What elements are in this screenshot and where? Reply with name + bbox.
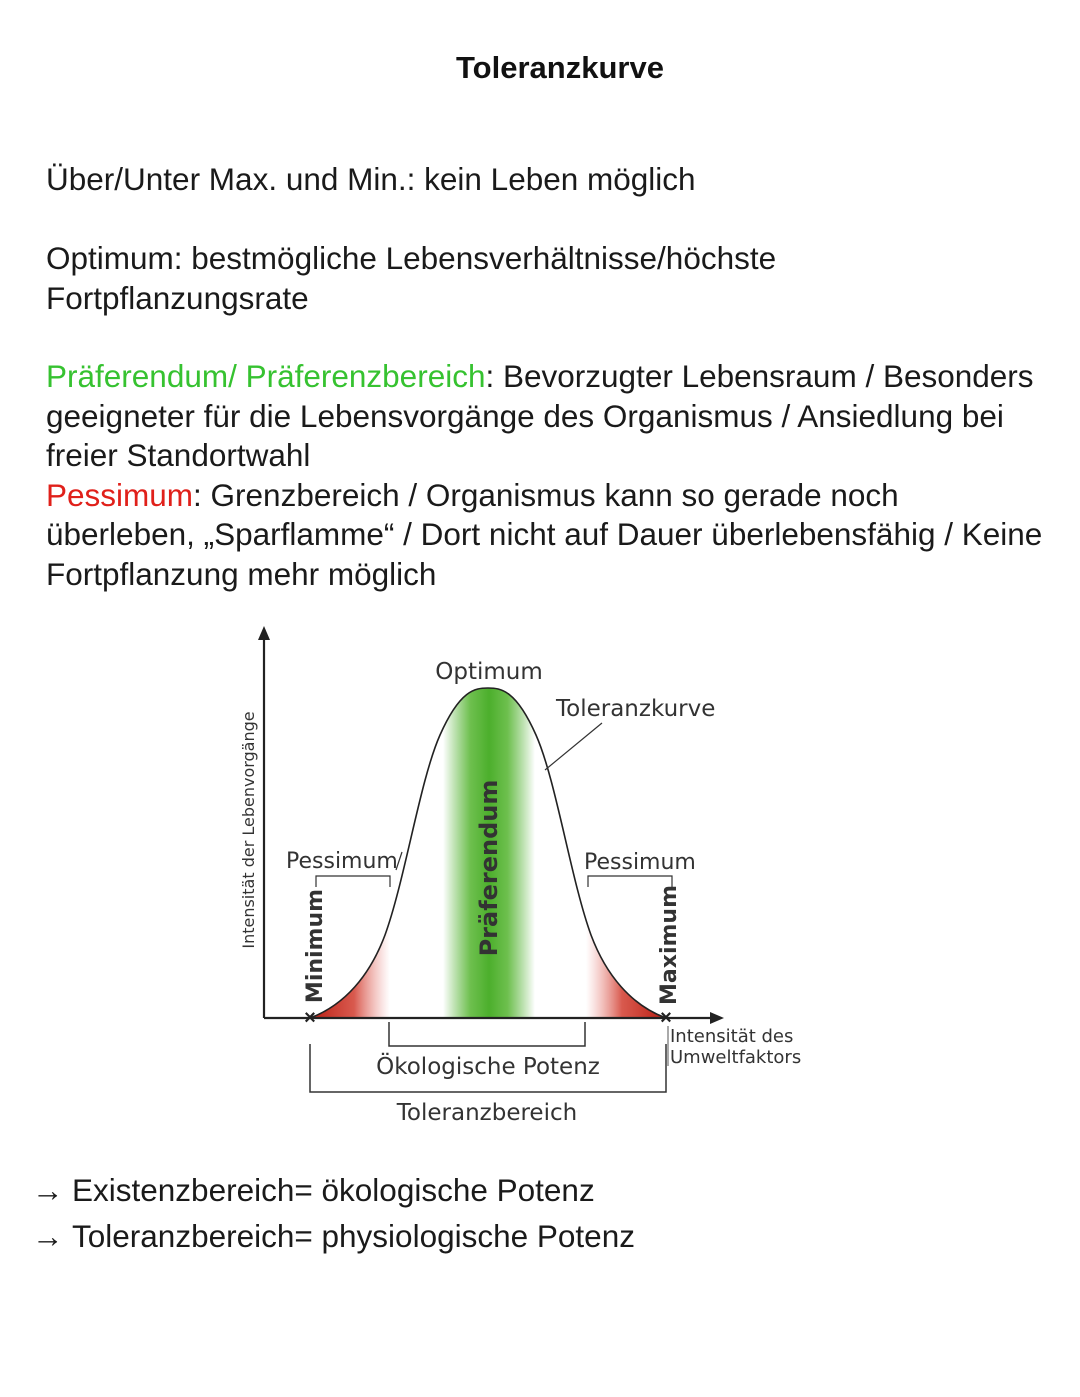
conclusion-toleranzbereich <box>32 1216 635 1256</box>
oekologische-potenz-label: Ökologische Potenz <box>376 1054 600 1080</box>
curve-label: Toleranzkurve <box>556 696 716 722</box>
minimum-label: Minimum <box>303 888 328 1004</box>
x-axis-arrowhead <box>710 1012 724 1024</box>
paragraph-max-min: Über/Unter Max. und Min.: kein Leben möglich <box>46 161 696 197</box>
minimum-marker: × <box>304 1007 316 1029</box>
optimum-label: Optimum <box>435 659 543 685</box>
conclusion-text-2: Toleranzbereich= physiologische Potenz <box>72 1218 635 1254</box>
x-axis-label-line2: Umweltfaktors <box>670 1047 802 1068</box>
arrow-right-icon: → <box>32 1218 64 1254</box>
pessimum-right-fill <box>586 900 666 1020</box>
maximum-label: Maximum <box>657 885 682 1005</box>
oekologische-potenz-bracket <box>389 1022 585 1046</box>
text-praeferendum: : Bevorzugter Lebensraum / Besonders geeigneter für die Lebensvorgänge des Organismus / Ansiedlung bei freier Standortwahl <box>46 358 1034 473</box>
x-axis-label-line1: Intensität des <box>670 1026 794 1047</box>
maximum-marker: × <box>660 1007 672 1029</box>
curve-label-pointer <box>545 723 602 770</box>
y-axis-label: Intensität der Lebenvorgänge <box>239 711 258 949</box>
term-praeferendum: Präferendum/ Präferenzbereich <box>46 358 486 394</box>
term-pessimum: Pessimum <box>46 476 194 513</box>
page-title: Toleranzkurve <box>452 50 668 86</box>
arrow-right-icon: → <box>32 1172 64 1208</box>
conclusion-text-1: Existenzbereich= ökologische Potenz <box>72 1172 595 1208</box>
text-pessimum: : Grenzbereich / Organismus kann so gerade noch überleben, „Sparflamme“ / Dort nicht auf Dauer überlebensfähig / Keine Fortpflanzung mehr möglich <box>46 476 1043 592</box>
paragraph-optimum: Optimum: bestmögliche Lebensverhältnisse/höchste Fortpflanzungsrate <box>46 240 777 316</box>
y-axis-arrowhead <box>258 626 270 640</box>
pessimum-left-label: Pessimum <box>286 849 398 874</box>
pessimum-right-label: Pessimum <box>584 850 696 875</box>
praeferendum-label: Präferendum <box>475 779 503 957</box>
conclusion-existenzbereich <box>32 1170 595 1210</box>
toleranzbereich-label: Toleranzbereich <box>396 1100 578 1126</box>
pessimum-left-bracket <box>316 876 390 887</box>
